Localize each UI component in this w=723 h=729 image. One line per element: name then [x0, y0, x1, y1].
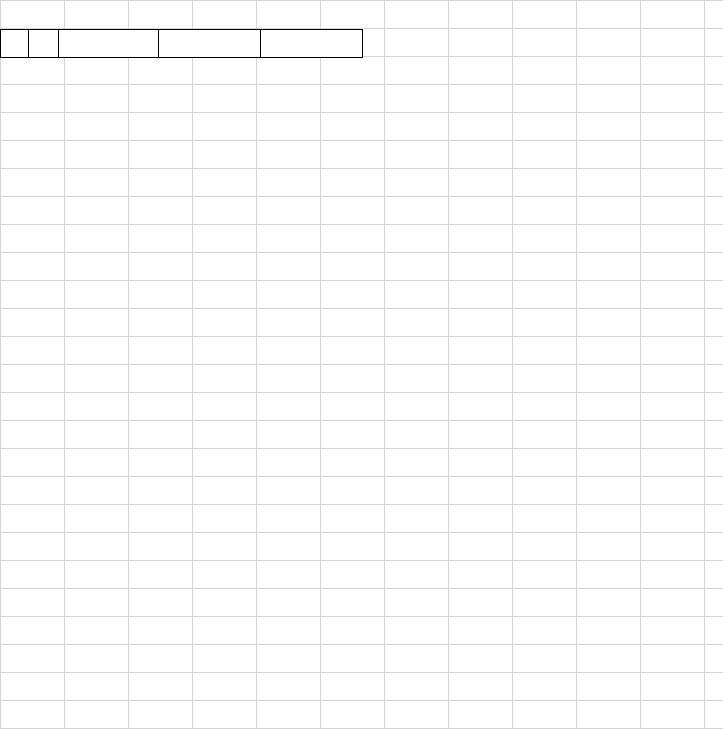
race-card-table	[0, 29, 363, 58]
race-card-body	[1, 30, 363, 58]
header-broodmare-sire	[261, 30, 363, 58]
header-waku	[1, 30, 29, 58]
header-row	[1, 30, 363, 58]
header-umaban	[29, 30, 59, 58]
header-sire	[159, 30, 261, 58]
header-horse-name	[59, 30, 159, 58]
